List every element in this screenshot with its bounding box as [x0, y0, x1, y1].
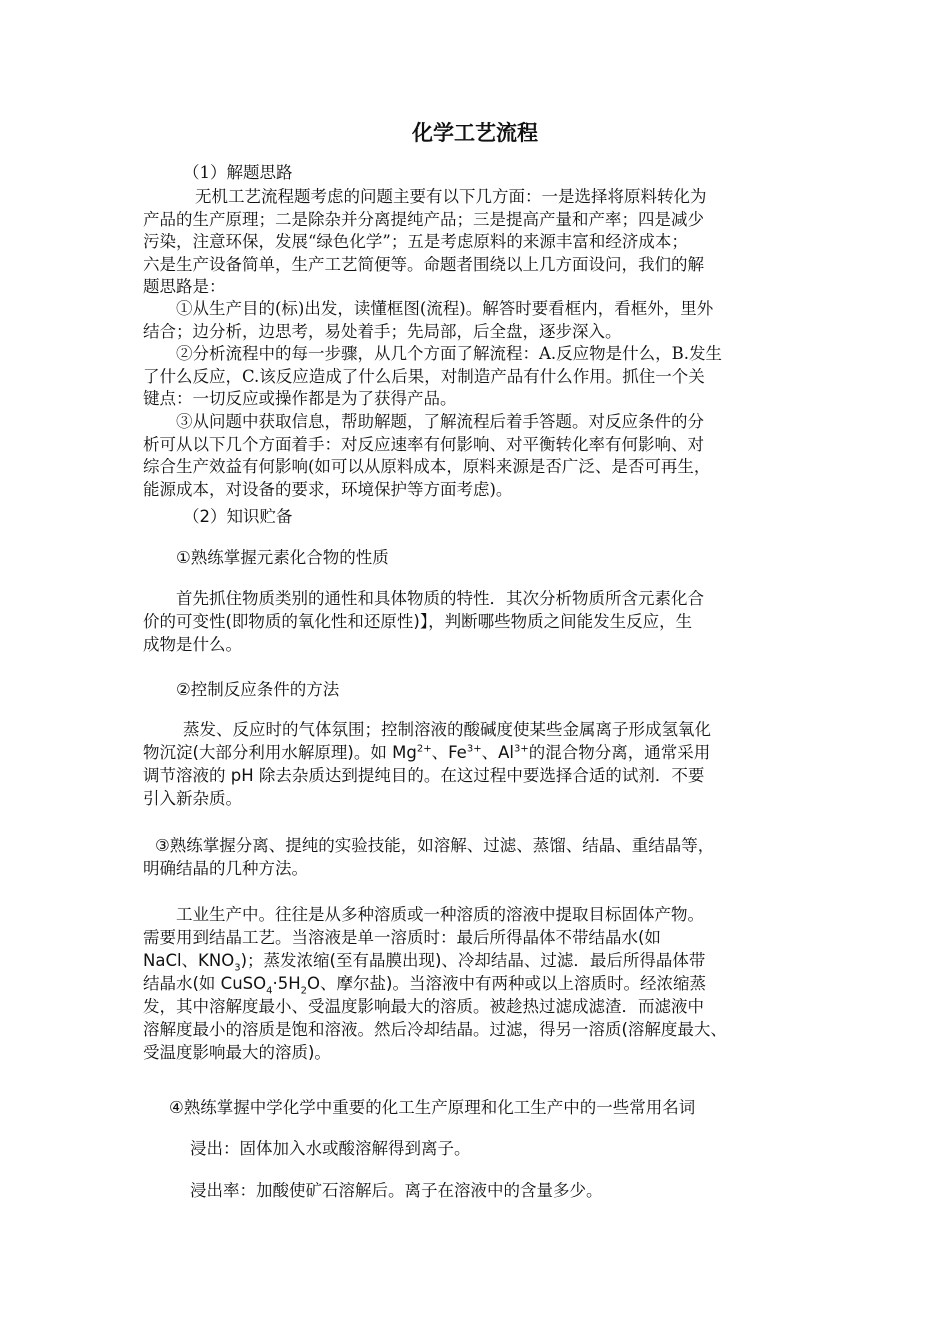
section2-heading-block: [143, 505, 823, 528]
item3-line: [143, 972, 843, 995]
item2-heading: ②控制反应条件的方法: [176, 680, 340, 699]
term2-block: [143, 1179, 823, 1202]
section1-step3: [143, 411, 823, 501]
item2-line2-end: 的混合物分离，通常采用: [528, 743, 711, 762]
item3-heading-block: [143, 834, 843, 880]
section1-heading: （1）解题思路: [183, 163, 293, 182]
document-title: 化学工艺流程: [412, 121, 538, 145]
section1-step2: [143, 343, 823, 411]
kno3-subscript: 3: [234, 962, 241, 974]
step3-line: 析可从以下几个方面着手：对反应速率有何影响、对平衡转化率有何影响、对: [143, 434, 704, 454]
section1-heading-block: [143, 162, 823, 185]
cuso4-subscript: 4: [266, 985, 273, 997]
intro-line: 产品的生产原理；二是除杂并分离提纯产品；三是提高产量和产率；四是减少: [143, 209, 704, 229]
item2-line2-start: 物沉淀(大部分利用水解原理)。如 Mg: [143, 743, 417, 762]
step3-line: 能源成本，对设备的要求，环境保护等方面考虑)。: [143, 479, 513, 499]
item4-heading: ④熟练掌握中学化学中重要的化工生产原理和化工生产中的一些常用名词: [169, 1098, 696, 1117]
section2-heading: （2）知识贮备: [183, 507, 293, 526]
step3-line: 综合生产效益有何影响(如可以从原料成本，原料来源是否广泛、是否可再生，: [143, 457, 711, 476]
item2-line: 引入新杂质。: [143, 789, 242, 808]
section1-step1: [143, 298, 823, 343]
h2o-subscript: 2: [300, 985, 308, 997]
intro-line: 污染，注意环保，发展“绿色化学”；五是考虑原料的来源丰富和经济成本；: [143, 232, 688, 251]
item3-line: 需要用到结晶工艺。当溶液是单一溶质时：最后所得晶体不带结晶水(如: [143, 928, 661, 947]
term1-block: [143, 1137, 823, 1160]
intro-line: 无机工艺流程题考虑的问题主要有以下几方面：一是选择将原料转化为: [195, 187, 707, 206]
item1-line: 价的可变性(即物质的氧化性和还原性)】，判断哪些物质之间能发生反应，生: [143, 612, 693, 631]
item1-body: [143, 587, 823, 656]
term-leaching-rate: 浸出率：加酸使矿石溶解后。离子在溶液中的含量多少。: [190, 1181, 603, 1200]
item3-line4-start: 结晶水(如 CuSO: [143, 974, 267, 993]
item3-line: 发，其中溶解度最小、受温度影响最大的溶质。被趁热过滤成滤渣．而滤液中: [143, 997, 704, 1016]
al-charge: 3+: [513, 743, 529, 755]
item2-line: [143, 741, 823, 764]
item1-line: 成物是什么。: [143, 635, 242, 654]
item2-sep2: 、Al: [481, 743, 514, 762]
item3-line: 受温度影响最大的溶质)。: [143, 1043, 331, 1062]
item2-line: 调节溶液的 pH 除去杂质达到提纯目的。在这过程中要选择合适的试剂．不要: [143, 766, 705, 785]
item2-heading-block: [143, 678, 823, 701]
intro-line: 题思路是：: [143, 277, 226, 296]
item1-heading: ①熟练掌握元素化合物的性质: [176, 548, 389, 567]
step1-line: ①从生产目的(标)出发，读懂框图(流程)。解答时要看框内，看框外，里外: [176, 299, 714, 318]
step2-line: 了什么反应，C.该反应造成了什么后果，对制造产品有什么作用。抓住一个关: [143, 366, 705, 386]
term-leaching: 浸出：固体加入水或酸溶解得到离子。: [190, 1139, 471, 1158]
item2-sep1: 、Fe: [431, 743, 467, 762]
item2-line: 蒸发、反应时的气体氛围；控制溶液的酸碱度使某些金属离子形成氢氧化: [183, 720, 711, 739]
item3-line: [143, 949, 843, 972]
item3-heading-line: ③熟练掌握分离、提纯的实验技能，如溶解、过滤、蒸馏、结晶、重结晶等，: [155, 836, 715, 855]
intro-line: 六是生产设备简单，生产工艺简便等。命题者围绕以上几方面设问，我们的解: [143, 254, 704, 274]
item2-body: [143, 718, 823, 810]
item3-body: [143, 903, 843, 1064]
step2-line: ②分析流程中的每一步骤，从几个方面了解流程：A.反应物是什么，B.发生: [176, 344, 723, 363]
item3-line4-mid: ·5H: [272, 974, 301, 993]
item1-heading-block: [143, 546, 823, 569]
step2-line: 键点：一切反应或操作都是为了获得产品。: [143, 389, 457, 408]
section1-intro: [143, 186, 823, 299]
item3-line3-start: NaCl、KNO: [143, 951, 235, 970]
step1-line: 结合；边分析，边思考，易处着手；先局部，后全盘，逐步深入。: [143, 321, 622, 341]
item3-line4-end: O、摩尔盐)。当溶液中有两种或以上溶质时。经浓缩蒸: [307, 974, 706, 993]
item3-line: 溶解度最小的溶质是饱和溶液。然后冷却结晶。过滤，得另一溶质(溶解度最大、: [143, 1020, 727, 1039]
fe-charge: 3+: [466, 743, 482, 755]
item3-line3-end: )；蒸发浓缩(至有晶膜出现)、冷却结晶、过滤．最后所得晶体带: [240, 951, 706, 970]
item3-heading-line: 明确结晶的几种方法。: [143, 859, 308, 878]
item1-line: 首先抓住物质类别的通性和具体物质的特性．其次分析物质所含元素化合: [176, 589, 704, 608]
step3-line: ③从问题中获取信息，帮助解题，了解流程后着手答题。对反应条件的分: [176, 412, 704, 431]
item4-heading-block: [143, 1096, 843, 1119]
mg-charge: 2+: [416, 743, 432, 755]
item3-line: 工业生产中。往往是从多种溶质或一种溶质的溶液中提取目标固体产物。: [176, 905, 704, 924]
